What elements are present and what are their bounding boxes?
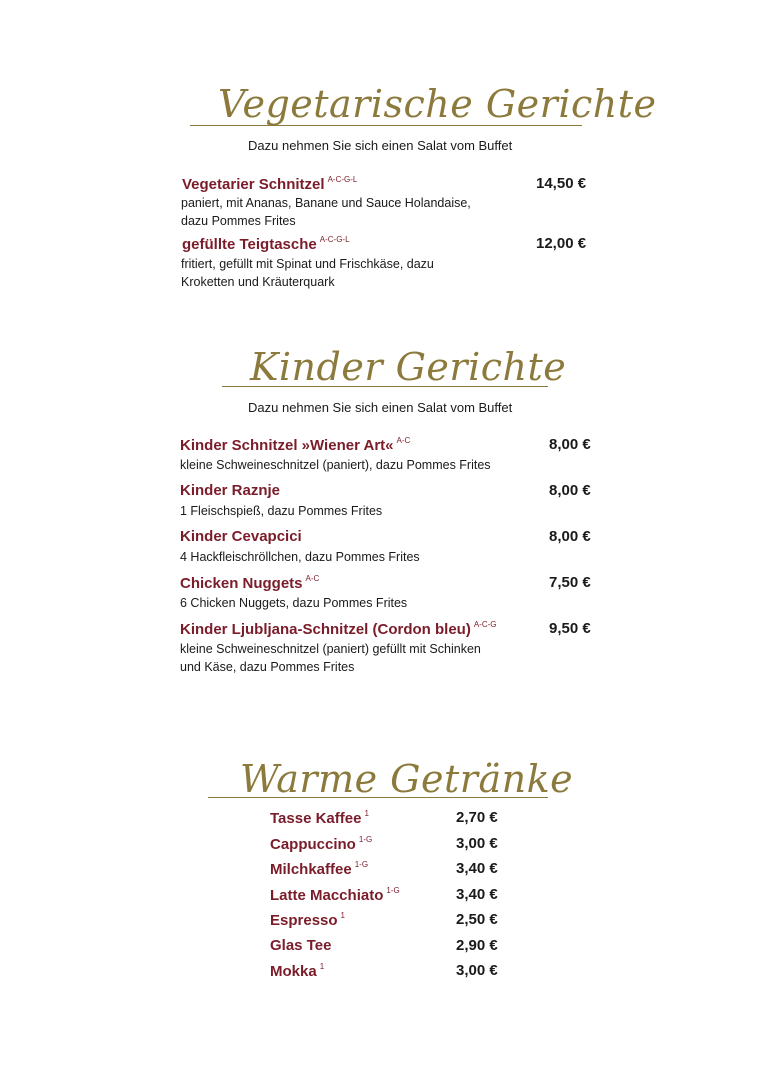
allergen-code: A-C-G-L [327, 175, 358, 184]
allergen-code: 1 [319, 962, 325, 971]
allergen-code: 1-G [386, 886, 400, 895]
dish-description-line: paniert, mit Ananas, Banane und Sauce Holandaise, [181, 196, 471, 210]
dish-price: 8,00 € [549, 482, 591, 499]
dish-name: Chicken Nuggets $^{A-C}$ [180, 574, 320, 592]
drink-price: 3,40 € [456, 860, 498, 877]
dish-price: 8,00 € [549, 528, 591, 545]
dish-description-line: kleine Schweineschnitzel (paniert) gefüllt mit Schinken [180, 642, 481, 656]
allergen-code: A-C-G-L [319, 235, 350, 244]
dish-name: Kinder Schnitzel »Wiener Art« $^{A-C}$ [180, 436, 411, 454]
allergen-code: A-C [396, 436, 411, 445]
dish-description-line: fritiert, gefüllt mit Spinat und Frischkäse, dazu [181, 257, 434, 271]
dish-name: Vegetarier Schnitzel $^{A-C-G-L}$ [182, 175, 358, 193]
section-title-kids: Kinder Gerichte [250, 345, 567, 389]
dish-description [180, 456, 540, 474]
dish-description-line: 4 Hackfleischröllchen, dazu Pommes Frites [180, 550, 420, 564]
drink-name: Milchkaffee $^{1-G}$ [270, 860, 369, 878]
dish-description [181, 194, 521, 230]
section-rule-kids [222, 386, 548, 387]
section-subtitle-vegetarian: Dazu nehmen Sie sich einen Salat vom Buffet [248, 138, 513, 153]
drink-price: 2,90 € [456, 937, 498, 954]
drink-price: 3,40 € [456, 886, 498, 903]
drink-name: Tasse Kaffee $^1$ [270, 809, 369, 827]
dish-description [180, 640, 540, 676]
dish-price: 9,50 € [549, 620, 591, 637]
section-title-vegetarian: Vegetarische Gerichte [218, 82, 657, 126]
drink-name: Mokka $^1$ [270, 962, 325, 980]
dish-name: Kinder Raznje [180, 482, 281, 499]
dish-price: 14,50 € [536, 175, 587, 192]
drink-name: Cappuccino $^{1-G}$ [270, 835, 373, 853]
section-title-drinks: Warme Getränke [240, 757, 574, 801]
section-subtitle-kids: Dazu nehmen Sie sich einen Salat vom Buffet [248, 400, 513, 415]
dish-description-line: 1 Fleischspieß, dazu Pommes Frites [180, 504, 383, 518]
dish-price: 12,00 € [536, 235, 587, 252]
drink-name: Latte Macchiato $^{1-G}$ [270, 886, 400, 904]
dish-description [181, 255, 521, 291]
section-rule-vegetarian [190, 125, 582, 126]
drink-name: Espresso $^1$ [270, 911, 345, 929]
allergen-code: A-C [305, 574, 320, 583]
allergen-code: 1-G [354, 860, 369, 869]
dish-price: 8,00 € [549, 436, 591, 453]
dish-description-line: und Käse, dazu Pommes Frites [180, 660, 355, 674]
allergen-code: A-C-G [473, 620, 497, 629]
drink-price: 2,50 € [456, 911, 498, 928]
section-rule-drinks [208, 797, 548, 798]
dish-description [180, 594, 540, 612]
drink-name: Glas Tee [270, 937, 332, 954]
dish-description-line: dazu Pommes Frites [181, 214, 296, 228]
dish-name: Kinder Ljubljana-Schnitzel (Cordon bleu) $^{A-C-G}$ [180, 620, 497, 638]
dish-description [180, 548, 540, 566]
dish-description-line: kleine Schweineschnitzel (paniert), dazu Pommes Frites [180, 458, 491, 472]
dish-price: 7,50 € [549, 574, 591, 591]
dish-name: gefüllte Teigtasche $^{A-C-G-L}$ [182, 235, 350, 253]
dish-description-line: Kroketten und Kräuterquark [181, 275, 335, 289]
allergen-code: 1 [340, 911, 345, 920]
drink-price: 3,00 € [456, 835, 498, 852]
dish-description-line: 6 Chicken Nuggets, dazu Pommes Frites [180, 596, 408, 610]
allergen-code: 1-G [358, 835, 373, 844]
allergen-code: 1 [364, 809, 369, 818]
dish-description [180, 502, 540, 520]
dish-name: Kinder Cevapcici [180, 528, 302, 545]
drink-price: 3,00 € [456, 962, 498, 979]
drink-price: 2,70 € [456, 809, 498, 826]
